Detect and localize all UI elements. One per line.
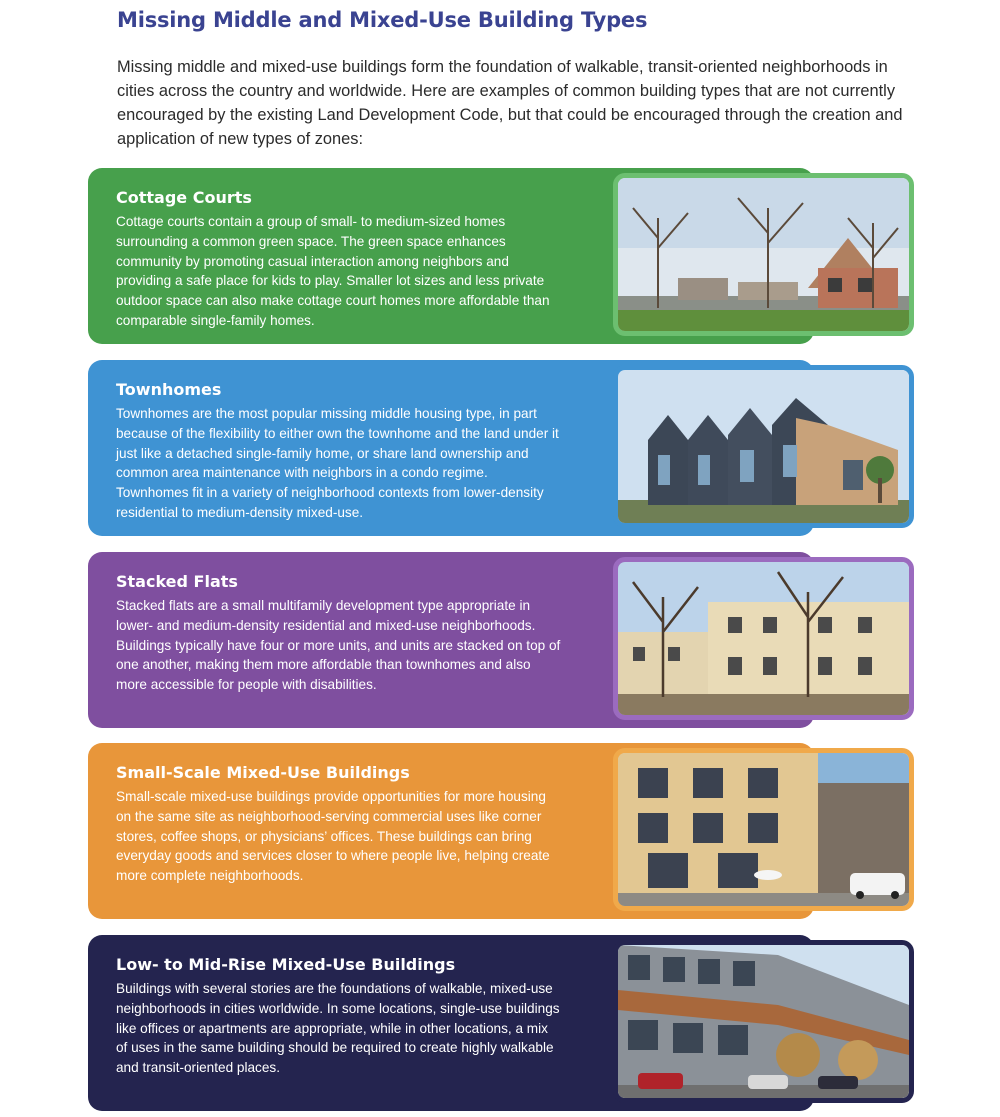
intro-paragraph: Missing middle and mixed-use buildings form the foundation of walkable, transit-oriented neighborhoods in cities across the country and worldwide. Here are examples of common building types that are not currently encouraged by the existing Land Development Code, but that could be encouraged through the creation and application of new types of zones: xyxy=(117,58,903,148)
page-title: Missing Middle and Mixed-Use Building Types xyxy=(117,8,648,32)
photo-cottage-courts xyxy=(613,173,914,336)
card-body: Small-scale mixed-use buildings provide opportunities for more housing on the same site as neighborhood-serving commercial uses like corner stores, coffee shops, or physicians’ offices. These buildings can bring everyday goods and services closer to where people live, helping create more complete neighborhoods. xyxy=(116,789,550,884)
card-body: Stacked flats are a small multifamily development type appropriate in lower- and medium-density residential and mixed-use neighborhoods. Buildings typically have four or more units, and units are stacked on top of one another, making them more affordable than townhomes and also more accessible for people with disabilities. xyxy=(116,598,561,693)
photo-low-mid-rise-mixed-use xyxy=(613,940,914,1103)
card-body: Townhomes are the most popular missing middle housing type, in part because of the flexibility to either own the townhome and the land under it just like a detached single-family home, or share land ownership and common area maintenance with neighbors in a condo regime. Townhomes fit in a variety of neighborhood contexts from lower-density residential to medium-density mixed-use. xyxy=(116,406,559,520)
card-heading: Small-Scale Mixed-Use Buildings xyxy=(116,763,410,782)
photo-townhomes xyxy=(613,365,914,528)
card-heading: Cottage Courts xyxy=(116,188,252,207)
card-heading: Townhomes xyxy=(116,380,222,399)
card-body: Cottage courts contain a group of small- to medium-sized homes surrounding a common green space. The green space enhances community by promoting casual interaction among neighbors and providing a safe place for kids to play. Smaller lot sizes and less private outdoor space can also make cottage court homes more affordable than comparable single-family homes. xyxy=(116,214,550,328)
photo-small-scale-mixed-use xyxy=(613,748,914,911)
photo-stacked-flats xyxy=(613,557,914,720)
card-heading: Stacked Flats xyxy=(116,572,238,591)
card-body: Buildings with several stories are the foundations of walkable, mixed-use neighborhoods in cities worldwide. In some locations, single-use buildings like offices or apartments are appropriate, while in other locations, a mix of uses in the same building should be required to create highly walkable and transit-oriented places. xyxy=(116,981,560,1076)
card-heading: Low- to Mid-Rise Mixed-Use Buildings xyxy=(116,955,456,974)
